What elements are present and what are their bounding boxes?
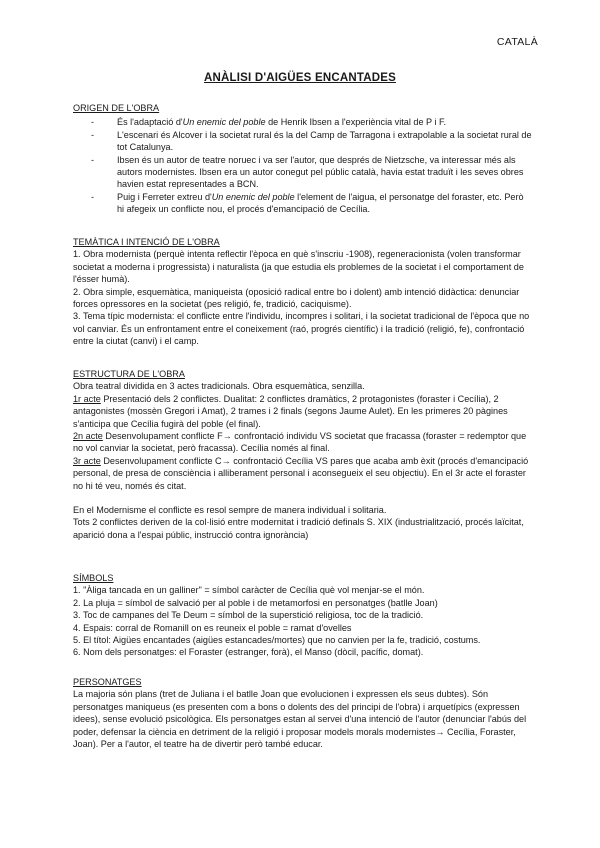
list-item: - Ibsen és un autor de teatre noruec i va ser l'autor, que després de Nietzsche, va interessar més als autors modernistes. Ibsen era un autor conegut pel públic català, havia estat traduït i les seves obres havien estat representades a BCN. <box>73 154 533 191</box>
list-item: - És l'adaptació d'Un enemic del poble de Henrik Ibsen a l'experiència vital de P i F. <box>73 116 533 128</box>
section-origen <box>73 102 533 216</box>
document-title: ANÀLISI D'AIGÜES ENCANTADES <box>204 72 396 84</box>
paragraph: La majoria són plans (tret de Juliana i el batlle Joan que evolucionen i expressen els seus dubtes). Són personatges maniqueus (es presenten com a bons o dolents des del principi de l'obra) i arquetípics (expressen idees), sense evolució psicològica. Els personatges estan al servei d'una intenció de l'autor (denunciar l'abús del poder, defensar la ciència en detriment de la religió i proposar models morals modernistes→ Cecília, Foraster, Joan). Per a l'autor, el teatre ha de divertir però també educar. <box>73 689 527 750</box>
paragraph: Obra teatral dividida en 3 actes tradicionals. Obra esquemàtica, senzilla. <box>73 381 365 392</box>
section-heading: PERSONATGES <box>73 677 142 687</box>
section-estructura <box>73 368 533 541</box>
list-item: - Puig i Ferreter extreu d'Un enemic del poble l'element de l'aigua, el personatge del foraster, etc. Però hi afegeix un conflicte nou, el procés d'emancipació de Cecília. <box>73 191 533 216</box>
list-item: 4. Espais: corral de Romanill on es reuneix el poble = ramat d'ovelles <box>73 622 352 633</box>
paragraph: 1. Obra modernista (perquè intenta reflectir l'època en què s'inscriu -1908), regeneracionista (volen transformar societat a moderna i progressista) i naturalista (ja que estudia els problemes de la societat i el comportament de l'ésser humà). <box>73 249 524 285</box>
paragraph: 2. Obra simple, esquemàtica, maniqueista (oposició radical entre bo i dolent) amb intenció didàctica: denunciar forces opressores en la societat (pes religió, fe, tradició, caciquisme). <box>73 286 520 310</box>
act-paragraph: 3r acte Desenvolupament conflicte C→ confrontació Cecília VS pares que acaba amb èxit (procés d'emancipació personal, de presa de consciència i alliberament personal i aconsegueix el seu objectiu). En el 3r acte el foraster no hi té veu, només és citat. <box>73 455 529 491</box>
section-tematica <box>73 236 533 348</box>
section-heading: ESTRUCTURA DE L'OBRA <box>73 369 185 379</box>
section-heading: ORIGEN DE L'OBRA <box>73 103 160 113</box>
paragraph: En el Modernisme el conflicte es resol sempre de manera individual i solitaria. <box>73 505 387 516</box>
paragraph: 3. Tema típic modernista: el conflicte entre l'individu, incompres i solitari, i la societat tradicional de l'època que no vol canviar. És un enfrontament entre el coneixement (raó, progrés científic) i la tradició (religió, fe), confrontació entre la ciutat (canvi) i el camp. <box>73 311 530 347</box>
list-item: 1. "Àliga tancada en un galliner" = símbol caràcter de Cecília què vol menjar-se el món. <box>73 585 425 596</box>
paragraph: Tots 2 conflictes deriven de la col·lisió entre modernitat i tradició definals S. XIX (industrialització, procés laïcitat, aparició dona a l'espai públic, instrucció contra ignorància) <box>73 517 524 540</box>
origen-list <box>73 116 533 215</box>
act-paragraph: 2n acte Desenvolupament conflicte F→ confrontació individu VS societat que fracassa (foraster = redemptor que no vol canviar la societat, però fracassa). Cecília només al final. <box>73 431 527 454</box>
subject-label: CATALÀ <box>496 36 538 48</box>
act-paragraph: 1r acte Presentació dels 2 conflictes. Dualitat: 2 conflictes dramàtics, 2 protagonistes (foraster i Cecília), 2 antagonistes (mossèn Gregori i Amat), 2 trames i 2 finals (segons Jaume Aulet). En les primeres 20 pàgines s'anticipa que Cecília fugirà del poble (el final). <box>73 393 508 429</box>
section-heading: SÍMBOLS <box>73 573 114 583</box>
section-heading: TEMÀTICA I INTENCIÓ DE L'OBRA <box>73 237 220 247</box>
act-label: 2n acte <box>73 431 103 442</box>
list-item: 6. Nom dels personatges: el Foraster (estranger, forà), el Manso (dòcil, pacífic, domat). <box>73 647 424 658</box>
list-item: 5. El títol: Aigües encantades (aigües estancades/mortes) que no canvien per la fe, tradició, costums. <box>73 635 481 646</box>
section-simbols <box>73 572 533 659</box>
list-item: 3. Toc de campanes del Te Deum = símbol de la superstició religiosa, toc de la tradició. <box>73 610 424 621</box>
act-label: 3r acte <box>73 455 101 466</box>
list-item: - L'escenari és Alcover i la societat rural és la del Camp de Tarragona i extrapolable a la societat rural de tot Catalunya. <box>73 129 533 154</box>
list-item: 2. La pluja = símbol de salvació per al poble i de metamorfosi en personatges (batlle Joan) <box>73 597 438 608</box>
section-personatges <box>73 676 533 750</box>
act-label: 1r acte <box>73 393 101 404</box>
